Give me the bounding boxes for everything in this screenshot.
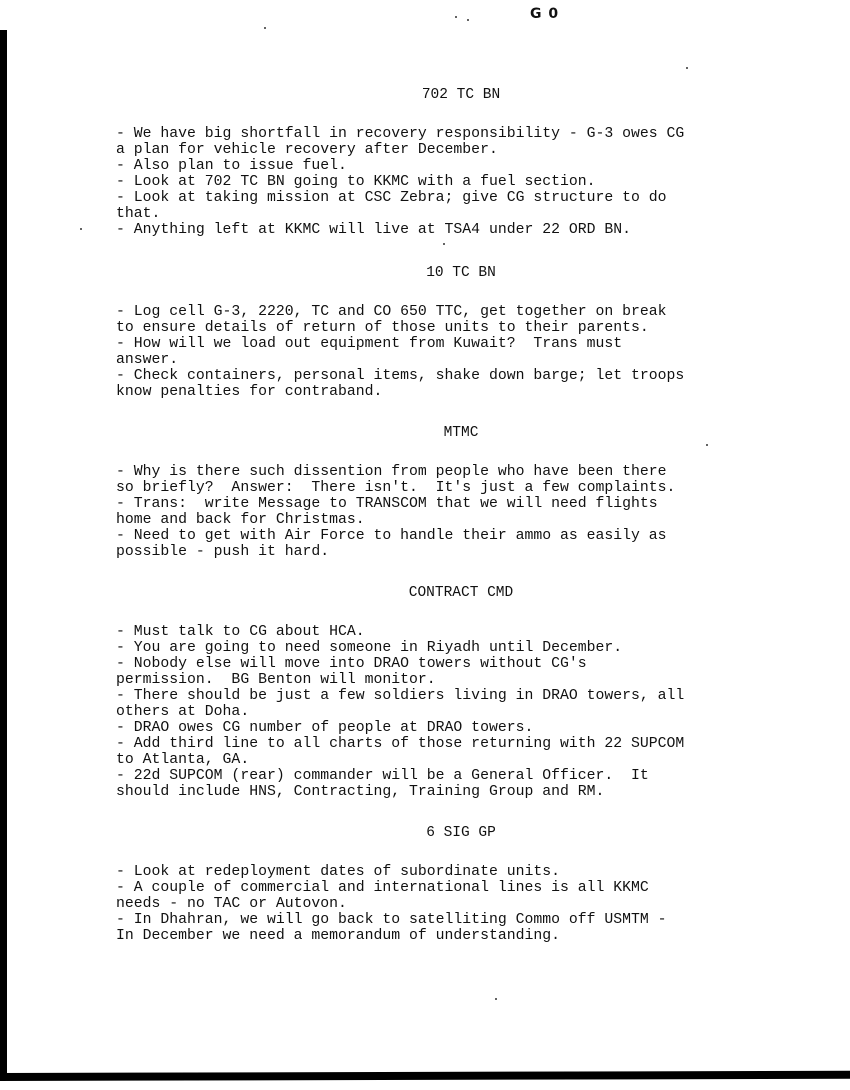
list-item: - A couple of commercial and international lines is all KKMC needs - no TAC or Autovon. xyxy=(116,880,649,912)
section-title: 10 TC BN xyxy=(426,265,496,281)
scan-speck xyxy=(443,243,445,245)
section-title: 702 TC BN xyxy=(421,87,501,103)
list-item: - Look at redeployment dates of subordinate units. xyxy=(116,864,560,880)
list-item: - Need to get with Air Force to handle their ammo as easily as possible - push it hard. xyxy=(116,528,667,560)
list-item: - 22d SUPCOM (rear) commander will be a General Officer. It should include HNS, Contracting, Training Group and RM. xyxy=(116,768,649,800)
page-header-mark: G 0 xyxy=(530,6,560,22)
list-item: - There should be just a few soldiers living in DRAO towers, all others at Doha. xyxy=(116,688,685,720)
section-contract-cmd xyxy=(116,584,796,800)
list-item: - DRAO owes CG number of people at DRAO towers. xyxy=(116,720,534,736)
section-title: CONTRACT CMD xyxy=(408,585,514,601)
page-border-left xyxy=(0,30,7,1076)
list-item: - Look at 702 TC BN going to KKMC with a fuel section. xyxy=(116,174,596,190)
section-10-tc-bn xyxy=(116,264,796,400)
list-item: - We have big shortfall in recovery responsibility - G-3 owes CG a plan for vehicle recovery after December. xyxy=(116,126,685,158)
section-6-sig-gp xyxy=(116,824,796,944)
list-item: - Trans: write Message to TRANSCOM that we will need flights home and back for Christmas. xyxy=(116,496,658,528)
list-item: - In Dhahran, we will go back to satelliting Commo off USMTM - In December we need a memorandum of understanding. xyxy=(116,912,667,944)
scan-speck xyxy=(686,67,688,69)
page-border-bottom xyxy=(0,1071,850,1081)
list-item: - Why is there such dissention from people who have been there so briefly? Answer: There isn't. It's just a few complaints. xyxy=(116,464,676,496)
list-item: - Must talk to CG about HCA. xyxy=(116,624,365,640)
section-title: 6 SIG GP xyxy=(426,825,496,841)
section-702-tc-bn xyxy=(116,86,796,238)
scan-speck xyxy=(80,228,82,230)
list-item: - You are going to need someone in Riyadh until December. xyxy=(116,640,623,656)
list-item: - How will we load out equipment from Kuwait? Trans must answer. xyxy=(116,336,623,368)
list-item: - Nobody else will move into DRAO towers without CG's permission. BG Benton will monitor. xyxy=(116,656,587,688)
section-mtmc xyxy=(116,424,796,560)
scan-speck xyxy=(264,27,266,29)
section-title: MTMC xyxy=(443,425,479,441)
scan-speck xyxy=(455,16,457,18)
list-item: - Anything left at KKMC will live at TSA4 under 22 ORD BN. xyxy=(116,222,632,238)
list-item: - Look at taking mission at CSC Zebra; give CG structure to do that. xyxy=(116,190,667,222)
list-item: - Add third line to all charts of those returning with 22 SUPCOM to Atlanta, GA. xyxy=(116,736,685,768)
list-item: - Log cell G-3, 2220, TC and CO 650 TTC, get together on break to ensure details of return of those units to their parents. xyxy=(116,304,667,336)
list-item: - Also plan to issue fuel. xyxy=(116,158,347,174)
scan-speck xyxy=(495,998,497,1000)
list-item: - Check containers, personal items, shake down barge; let troops know penalties for contraband. xyxy=(116,368,685,400)
scan-speck xyxy=(467,19,469,21)
